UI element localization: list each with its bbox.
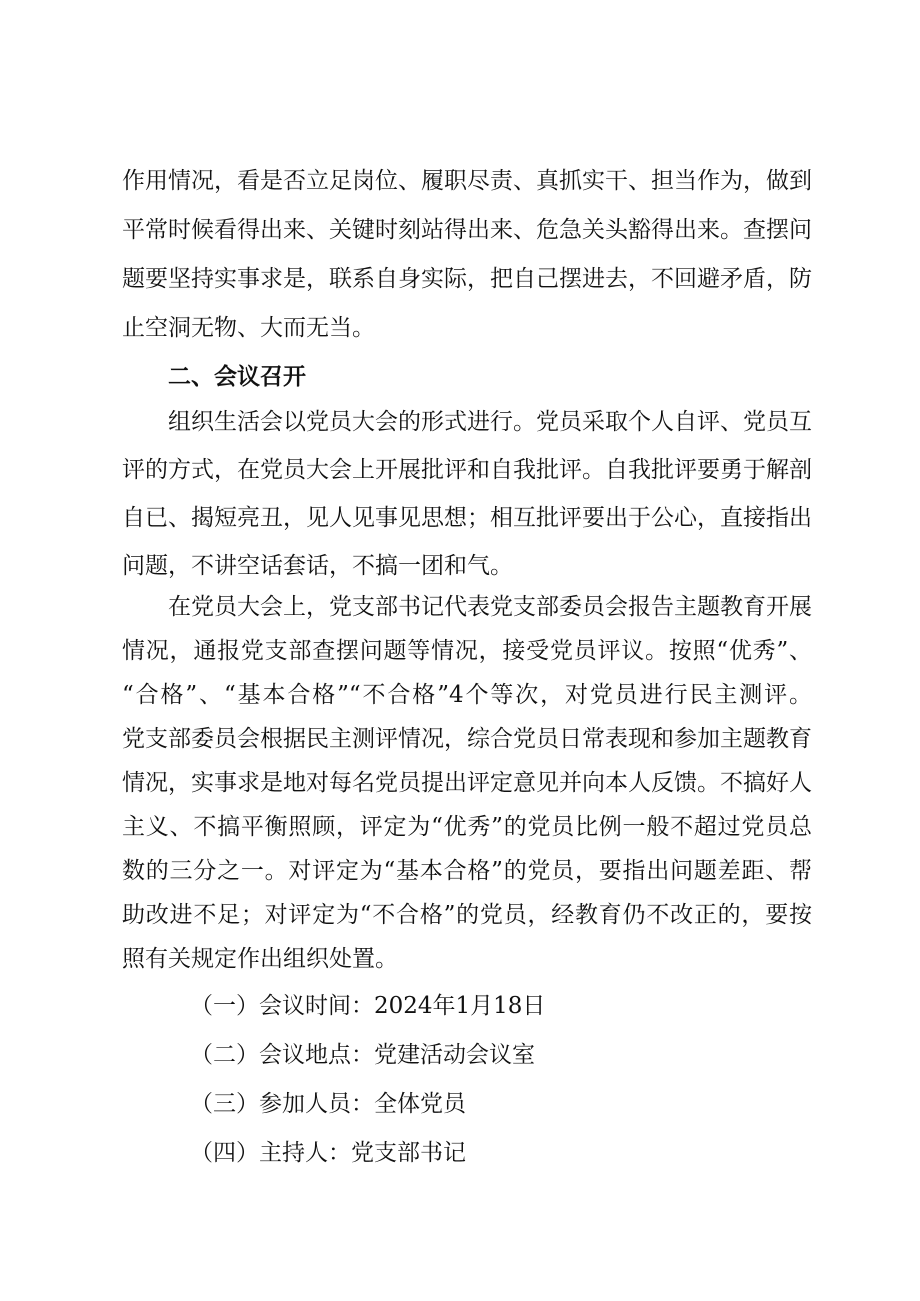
text-line: 照有关规定作出组织处置。 <box>122 946 398 972</box>
text-line: 评的方式，在党员大会上开展批评和自我批评。自我批评要勇于解剖 <box>122 457 812 483</box>
text-line: 问题，不讲空话套话，不搞一团和气。 <box>122 553 513 579</box>
text-line: 主义、不搞平衡照顾，评定为“优秀”的党员比例一般不超过党员总 <box>122 814 812 840</box>
text-line: 情况，实事求是地对每名党员提出评定意见并向本人反馈。不搞好人 <box>122 770 812 796</box>
text-line: 平常时候看得出来、关键时刻站得出来、危急关头豁得出来。查摆问 <box>122 217 812 243</box>
text-line: 数的三分之一。对评定为“基本合格”的党员，要指出问题差距、帮 <box>122 858 812 884</box>
text-line: 助改进不足；对评定为“不合格”的党员，经教育仍不改正的，要按 <box>122 902 812 928</box>
text-line: 止空洞无物、大而无当。 <box>122 315 375 341</box>
text-line: 题要坚持实事求是，联系自身实际，把自己摆进去，不回避矛盾，防 <box>122 266 812 292</box>
meeting-time: （一）会议时间：2024年1月18日 <box>190 993 546 1019</box>
text-line: 在党员大会上，党支部书记代表党支部委员会报告主题教育开展 <box>168 594 812 620</box>
text-line: 组织生活会以党员大会的形式进行。党员采取个人自评、党员互 <box>168 409 812 435</box>
text-line: “合格”、“基本合格”“不合格”4个等次，对党员进行民主测评。 <box>122 682 812 708</box>
text-line: 自已、揭短亮丑，见人见事见思想；相互批评要出于公心，直接指出 <box>122 505 812 531</box>
section-heading: 二、会议召开 <box>168 364 306 390</box>
meeting-location: （二）会议地点：党建活动会议室 <box>190 1042 535 1068</box>
text-line: 作用情况，看是否立足岗位、履职尽责、真抓实干、担当作为，做到 <box>122 168 812 194</box>
meeting-attendees: （三）参加人员：全体党员 <box>190 1091 466 1117</box>
meeting-host: （四）主持人：党支部书记 <box>190 1140 466 1166</box>
text-line: 情况，通报党支部查摆问题等情况，接受党员评议。按照“优秀”、 <box>122 638 812 664</box>
text-line: 党支部委员会根据民主测评情况，综合党员日常表现和参加主题教育 <box>122 726 812 752</box>
